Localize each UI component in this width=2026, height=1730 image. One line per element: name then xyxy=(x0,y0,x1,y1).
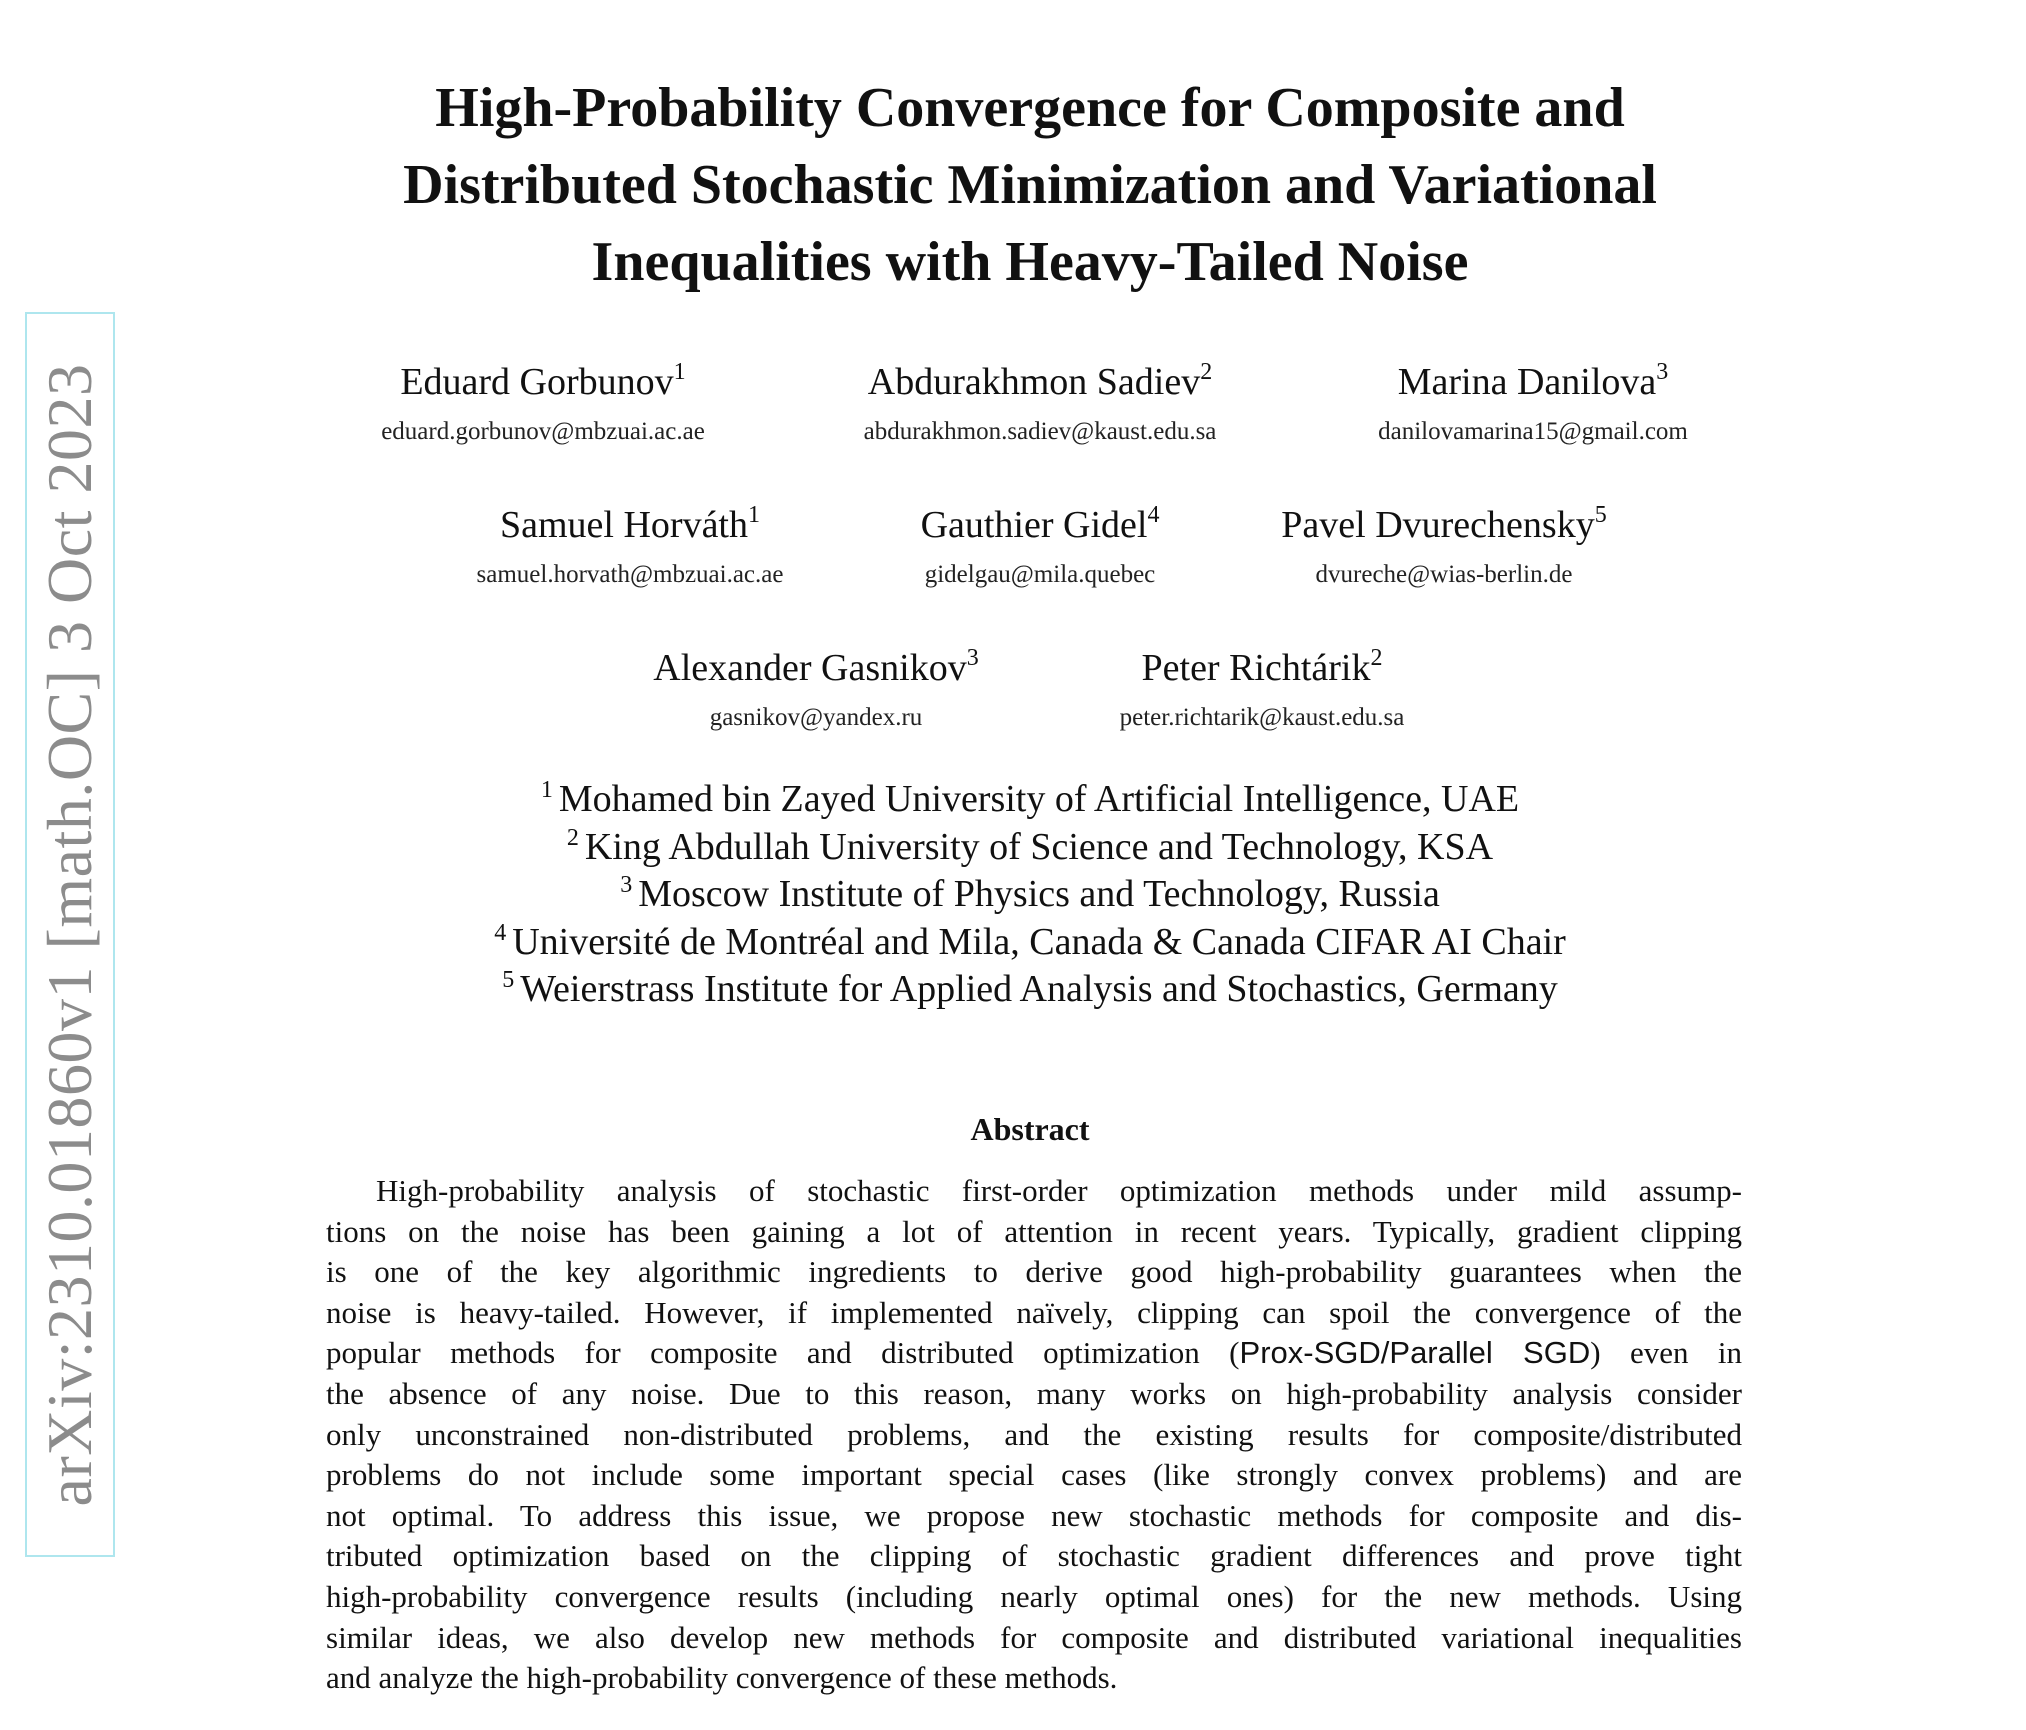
author-block xyxy=(1281,503,1606,591)
abstract-line: tributed optimization based on the clipping of stochastic gradient differences and prove tight xyxy=(326,1538,1742,1574)
title-line: Distributed Stochastic Minimization and Variational xyxy=(403,154,1657,216)
affiliation-marker: 5 xyxy=(1594,502,1607,528)
abstract-line: problems do not include some important special cases (like strongly convex problems) and are xyxy=(326,1457,1742,1493)
author-email: dvureche@wias-berlin.de xyxy=(1315,561,1573,588)
title-line: High-Probability Convergence for Composite and xyxy=(435,77,1625,139)
author-name: Samuel Horváth$^1$ xyxy=(499,502,761,546)
author-name: Abdurakhmon Sadiev$^2$ xyxy=(867,359,1213,403)
abstract-line: popular methods for composite and distributed optimization (Prox-SGD/Parallel SGD) even in xyxy=(326,1335,1742,1371)
abstract-line: only unconstrained non-distributed problems, and the existing results for composite/distributed xyxy=(326,1416,1742,1452)
abstract-line: and analyze the high-probability convergence of these methods. xyxy=(326,1660,1118,1696)
affiliation-marker: 2 xyxy=(1200,359,1213,385)
abstract-line: high-probability convergence results (including nearly optimal ones) for the new methods. Using xyxy=(326,1578,1742,1614)
affiliation-item: $^5$ Weierstrass Institute for Applied Analysis and Stochastics, Germany xyxy=(502,967,1558,1010)
abstract-heading: Abstract xyxy=(970,1111,1090,1147)
abstract-line: noise is heavy-tailed. However, if implemented naïvely, clipping can spoil the convergence of the xyxy=(326,1294,1742,1330)
affiliation-marker: 4 xyxy=(1147,502,1160,528)
paper-title xyxy=(280,70,1780,301)
author-block xyxy=(653,646,978,734)
author-name: Eduard Gorbunov$^1$ xyxy=(400,359,686,403)
title-line: Inequalities with Heavy-Tailed Noise xyxy=(591,231,1469,293)
author-email: samuel.horvath@mbzuai.ac.ae xyxy=(476,561,784,588)
arxiv-identifier: arXiv:2310.01860v1 [math.OC] 3 Oct 2023 xyxy=(34,363,105,1506)
author-name: Alexander Gasnikov$^3$ xyxy=(653,645,979,689)
abstract-line: the absence of any noise. Due to this reason, many works on high-probability analysis consider xyxy=(326,1375,1742,1411)
abstract-line: is one of the key algorithmic ingredients to derive good high-probability guarantees when the xyxy=(326,1254,1742,1290)
author-block xyxy=(1378,360,1688,448)
author-email: peter.richtarik@kaust.edu.sa xyxy=(1119,704,1405,731)
affiliation-marker: 1 xyxy=(673,359,686,385)
affiliation-item: $^1$ Mohamed bin Zayed University of Artificial Intelligence, UAE xyxy=(540,777,1520,820)
author-name: Marina Danilova$^3$ xyxy=(1397,359,1669,403)
abstract-line: not optimal. To address this issue, we propose new stochastic methods for composite and dis- xyxy=(326,1497,1742,1533)
author-name: Peter Richtárik$^2$ xyxy=(1141,645,1383,689)
author-email: danilovamarina15@gmail.com xyxy=(1378,418,1688,445)
abstract-body xyxy=(326,1171,1742,1699)
method-name-parallel-sgd: Parallel SGD xyxy=(1389,1335,1591,1371)
affiliation-marker: 2 xyxy=(1370,645,1383,671)
affiliation-marker: 3 xyxy=(1656,359,1669,385)
abstract-line: tions on the noise has been gaining a lot of attention in recent years. Typically, gradient clipping xyxy=(326,1213,1742,1249)
affiliation-item: $^2$ King Abdullah University of Science and Technology, KSA xyxy=(566,824,1494,868)
abstract-line: similar ideas, we also develop new methods for composite and distributed variational inequalities xyxy=(326,1619,1742,1655)
affiliation-item: $^3$ Moscow Institute of Physics and Technology, Russia xyxy=(620,872,1440,915)
author-block xyxy=(381,360,705,448)
author-email: gidelgau@mila.quebec xyxy=(924,561,1156,588)
affiliation-item: $^4$ Université de Montréal and Mila, Canada & Canada CIFAR AI Chair xyxy=(494,919,1566,963)
author-name: Pavel Dvurechensky$^5$ xyxy=(1281,502,1607,546)
author-name: Gauthier Gidel$^4$ xyxy=(920,502,1160,546)
author-block xyxy=(921,503,1160,591)
author-email: eduard.gorbunov@mbzuai.ac.ae xyxy=(381,418,705,445)
affiliation-marker: 3 xyxy=(966,645,979,671)
author-email: abdurakhmon.sadiev@kaust.edu.sa xyxy=(863,418,1217,445)
arxiv-sidebar-stamp xyxy=(25,312,115,1557)
affiliation-marker: 1 xyxy=(748,502,761,528)
author-block xyxy=(1120,646,1405,734)
author-block xyxy=(477,503,784,591)
author-email: gasnikov@yandex.ru xyxy=(709,704,923,731)
author-block xyxy=(864,360,1217,448)
abstract-line: High-probability analysis of stochastic first-order optimization methods under mild assump- xyxy=(376,1173,1742,1208)
affiliations-list xyxy=(280,776,1780,1014)
method-name-prox-sgd: Prox-SGD xyxy=(1239,1335,1381,1371)
